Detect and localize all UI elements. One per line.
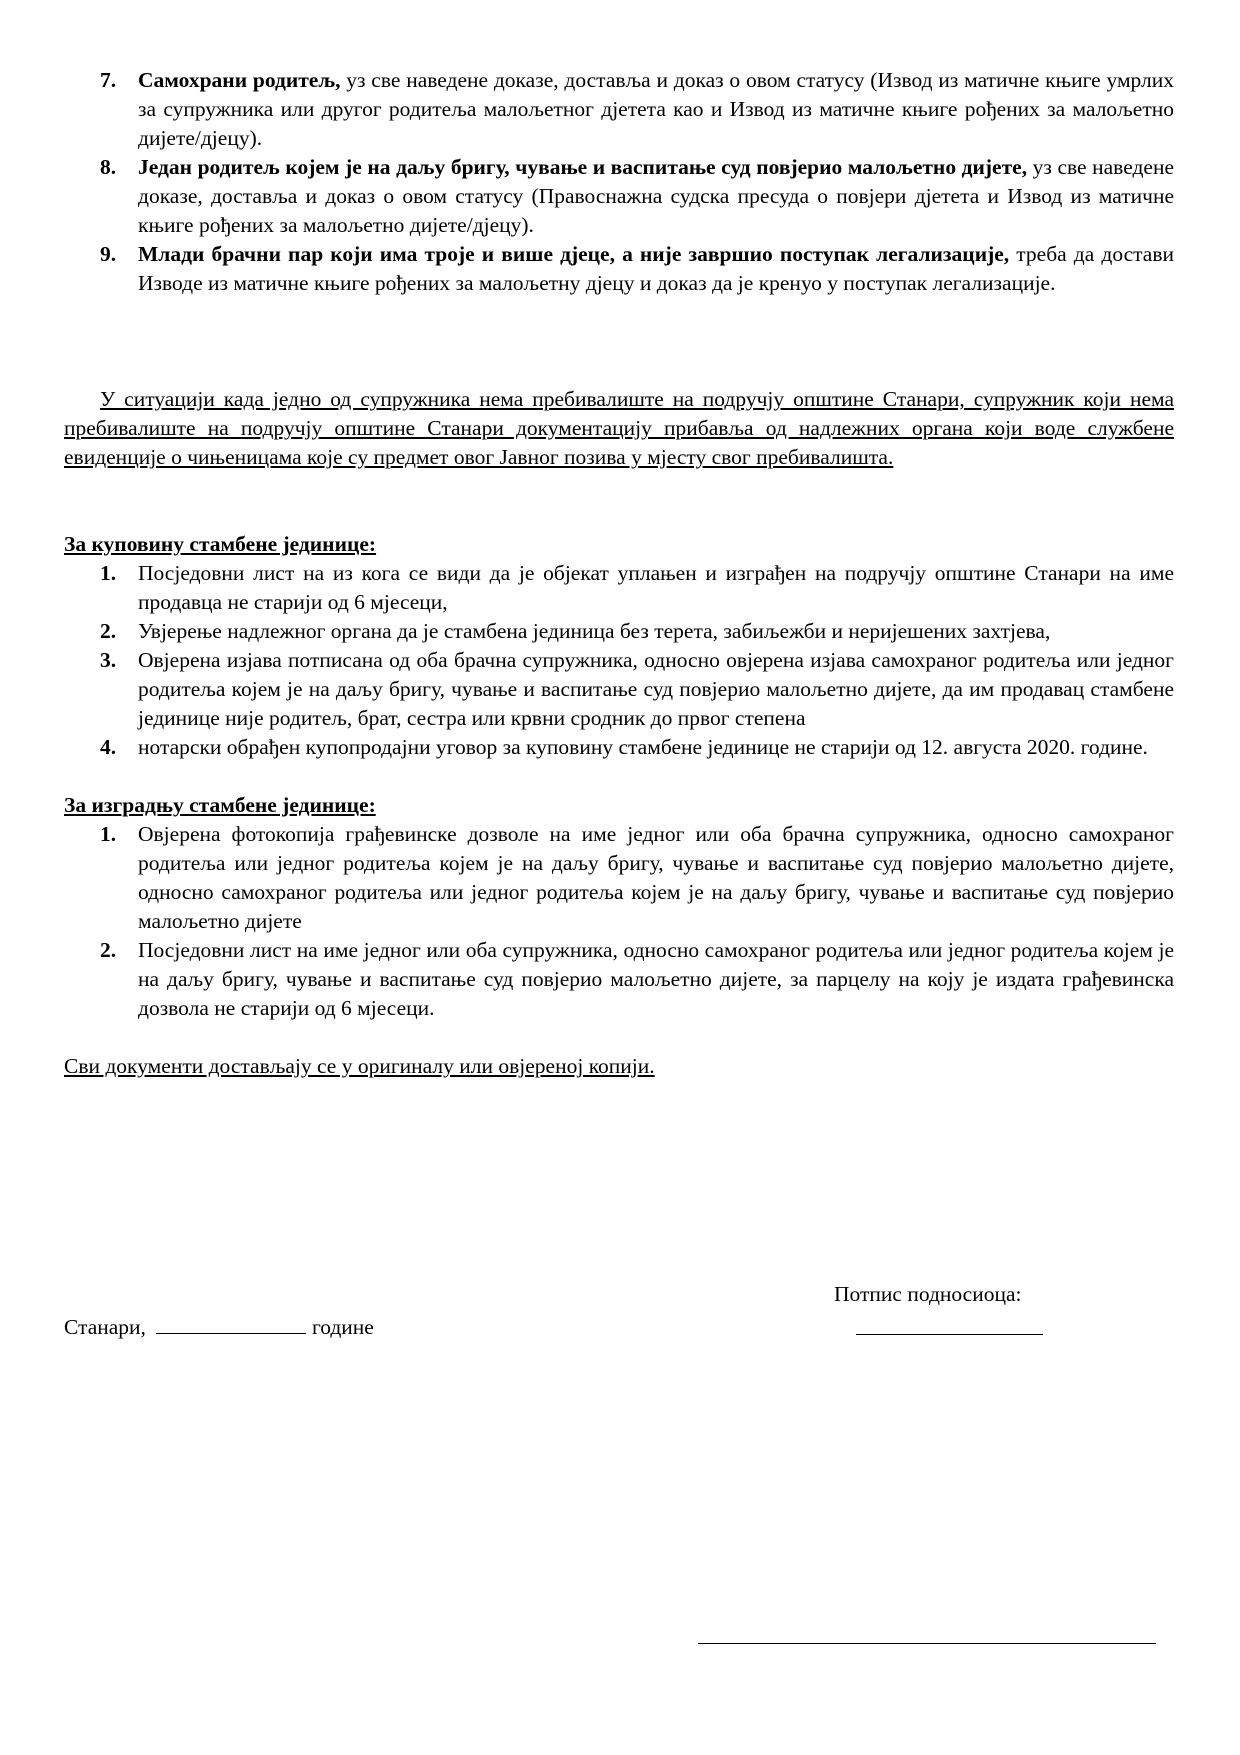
item-number: 7. xyxy=(100,68,117,92)
originals-note: Сви документи достављају се у оригиналу или овјереној копији. xyxy=(64,1054,655,1078)
item-number: 4. xyxy=(100,735,117,759)
list-item xyxy=(64,240,1174,298)
item-number: 1. xyxy=(100,822,117,846)
document-body xyxy=(64,66,1174,1081)
item-number: 2. xyxy=(100,619,117,643)
purchase-list xyxy=(64,559,1174,762)
item-number: 2. xyxy=(100,938,117,962)
item-text: Увјерење надлежног органа да је стамбена јединица без терета, забиљежби и неријешених захтјева, xyxy=(138,619,1051,643)
list-item xyxy=(64,559,1174,617)
item-text: Овјерена изјава потписана од оба брачна супружника, односно овјерена изјава самохраног родитеља или једног родитеља којем је на даљу бригу, чување и васпитање суд повјерио малољетно дијете, да им продавац стамбене јединице није родитељ, брат, сестра или крвни сродник до првог степена xyxy=(138,648,1174,730)
requirements-list xyxy=(64,66,1174,298)
list-item xyxy=(64,733,1174,762)
place-name: Станари, xyxy=(64,1315,146,1339)
list-item xyxy=(64,820,1174,936)
item-bold-label: Самохрани родитељ, xyxy=(138,68,341,92)
item-text: треба да достави Изводе из матичне књиге рођених за малољетну дјецу и доказ да је кренуо у поступак легализације. xyxy=(138,242,1175,295)
date-blank xyxy=(156,1313,306,1334)
year-word: године xyxy=(311,1315,374,1339)
item-text: Посједовни лист на име једног или оба супружника, односно самохраног родитеља или једног родитеља којем је на даљу бригу, чување и васпитање суд повјерио малољетно дијете, за парцелу на коју је издата грађевинска дозвола не старији од 6 мјесеци. xyxy=(138,938,1174,1020)
construction-list xyxy=(64,820,1174,1023)
item-number: 1. xyxy=(100,561,117,585)
place-date-line xyxy=(64,1313,374,1342)
construction-heading: За изградњу стамбене јединице: xyxy=(64,793,376,817)
item-bold-label: Млади брачни пар који има троје и више дјеце, а није завршио поступак легализације, xyxy=(138,242,1010,266)
item-text: уз све наведене доказе, доставља и доказ о овом статусу (Правоснажна судска пресуда о повјери дјетета и Извод из матичне књиге рођених за малољетно дијете/дјецу). xyxy=(138,155,1174,237)
list-item xyxy=(64,936,1174,1023)
item-text: Овјерена фотокопија грађевинске дозволе на име једног или оба брачна супружника, односно самохраног родитеља или једног родитеља којем је на даљу бригу, чување и васпитање суд повјерио малољетно дијете, односно самохраног родитеља или једног родитеља којем је на даљу бригу, чување и васпитање суд повјерио малољетно дијете xyxy=(138,822,1174,933)
item-number: 9. xyxy=(100,242,117,266)
item-text: нотарски обрађен купопродајни уговор за куповину стамбене јединице не старији од 12. августа 2020. године. xyxy=(138,735,1148,759)
list-item xyxy=(64,617,1174,646)
list-item xyxy=(64,153,1174,240)
signature-label: Потпис подносиоца: xyxy=(834,1282,1022,1306)
residence-paragraph: У ситуацији када једно од супружника нема пребивалиште на подручју општине Станари, супружник који нема пребивалиште на подручју општине Станари документацију прибавља од надлежних органа који воде службене евиденције о чињеницама које су предмет овог Јавног позива у мјесту свог пребивалишта. xyxy=(64,387,1174,469)
item-number: 3. xyxy=(100,648,117,672)
signature-line xyxy=(856,1334,1043,1335)
item-text: уз све наведене доказе, доставља и доказ о овом статусу (Извод из матичне књиге умрлих за супружника или другог родитеља малољетног дјетета као и Извод из матичне књиге рођених за малољетно дијете/дјецу). xyxy=(138,68,1175,150)
bottom-signature-line xyxy=(698,1643,1156,1644)
purchase-heading: За куповину стамбене јединице: xyxy=(64,532,377,556)
item-number: 8. xyxy=(100,155,117,179)
list-item xyxy=(64,646,1174,733)
item-bold-label: Један родитељ којем је на даљу бригу, чување и васпитање суд повјерио малољетно дијете, xyxy=(138,155,1028,179)
list-item xyxy=(64,66,1174,153)
item-text: Посједовни лист на из кога се види да је објекат уплањен и изграђен на подручју општине Станари на име продавца не старији од 6 мјесеци, xyxy=(138,561,1174,614)
